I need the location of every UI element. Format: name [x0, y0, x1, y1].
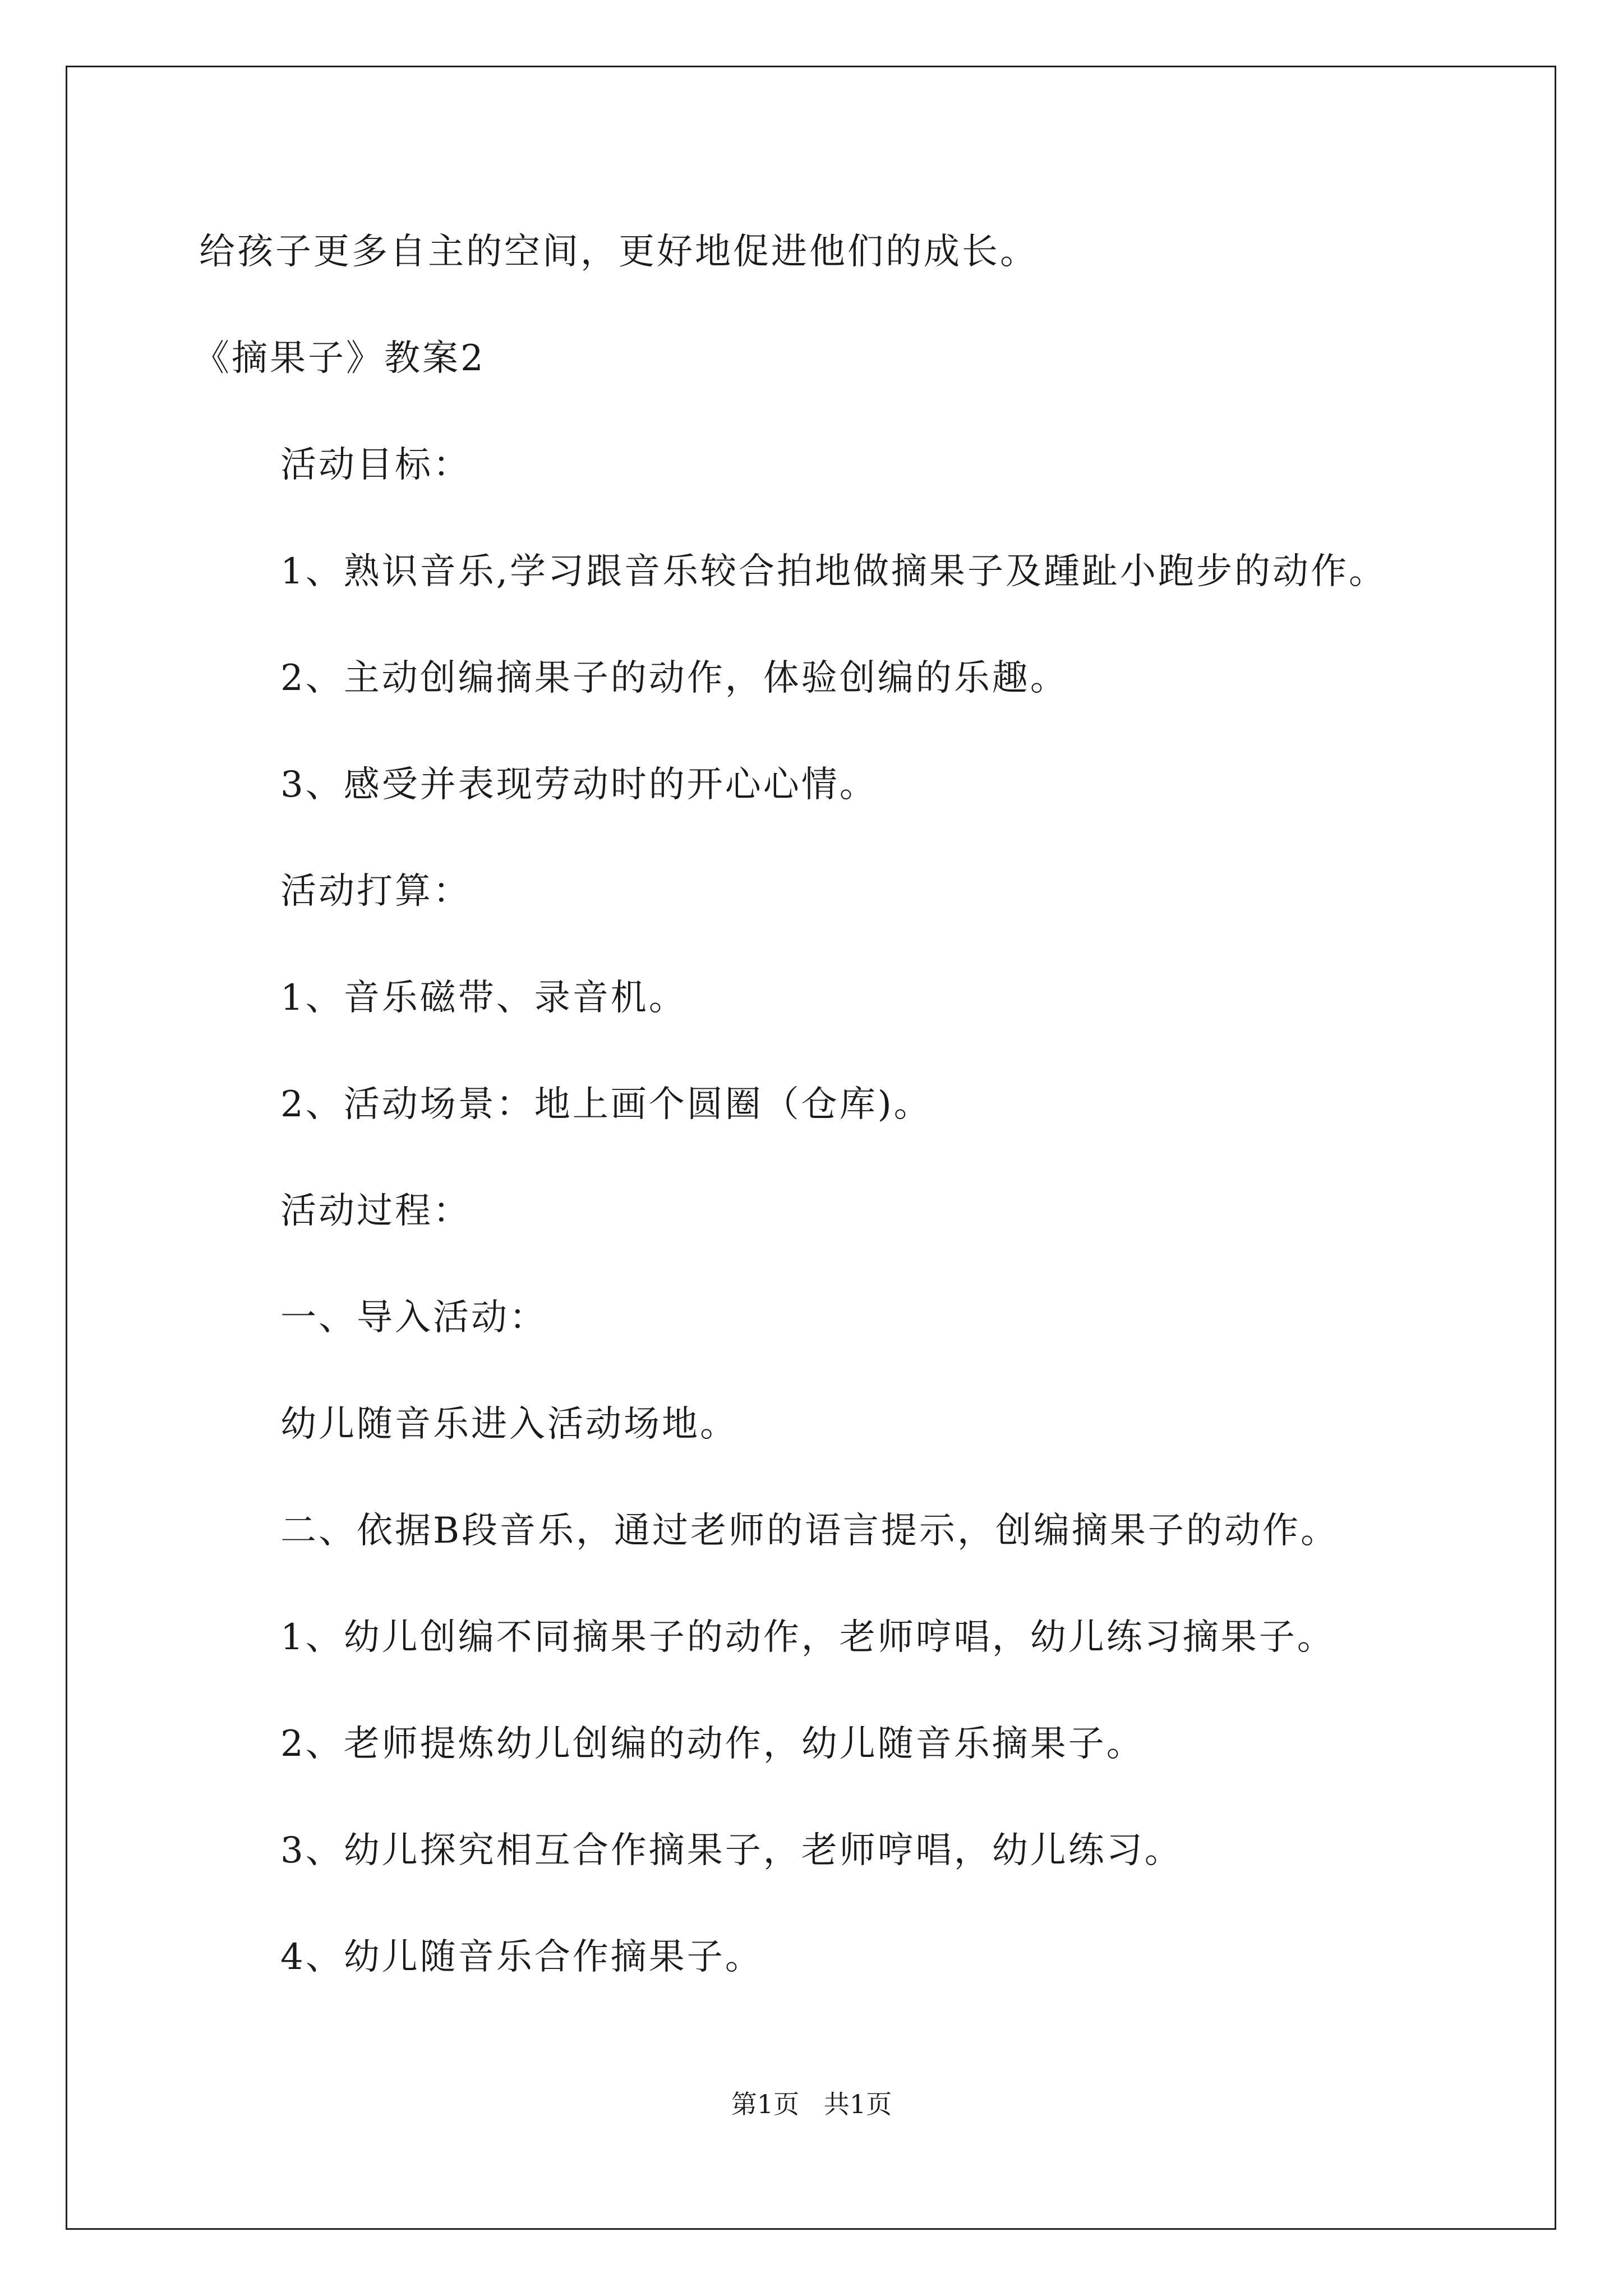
heading-process: 活动过程： — [280, 1190, 471, 1232]
list-item: 4、幼儿随音乐合作摘果子。 — [280, 1936, 763, 1978]
text-line: 给孩子更多自主的空间，更好地促进他们的成长。 — [199, 231, 1038, 273]
list-item: 2、活动场景：地上画个圆圈（仓库)。 — [280, 1084, 932, 1125]
subheading: 二、依据B段音乐，通过老师的语言提示，创编摘果子的动作。 — [280, 1510, 1339, 1552]
heading-goals: 活动目标： — [280, 444, 471, 486]
text-line: 幼儿随音乐进入活动场地。 — [280, 1404, 738, 1445]
list-item: 1、音乐磁带、录音机。 — [280, 977, 687, 1019]
list-item: 1、幼儿创编不同摘果子的动作，老师哼唱，幼儿练习摘果子。 — [280, 1617, 1335, 1658]
section-title: 《摘果子》教案2 — [193, 338, 486, 379]
list-item: 2、主动创编摘果子的动作，体验创编的乐趣。 — [280, 657, 1068, 699]
page-frame — [66, 66, 1556, 2230]
subheading: 一、导入活动： — [280, 1297, 547, 1338]
list-item: 2、老师提炼幼儿创编的动作，幼儿随音乐摘果子。 — [280, 1723, 1145, 1765]
page-number-footer: 第1页 共1页 — [731, 2089, 892, 2119]
heading-preparation: 活动打算： — [280, 871, 471, 912]
list-item: 3、幼儿探究相互合作摘果子，老师哼唱，幼儿练习。 — [280, 1830, 1183, 1871]
list-item: 1、熟识音乐,学习跟音乐较合拍地做摘果子及踵趾小跑步的动作。 — [280, 551, 1387, 592]
list-item: 3、感受并表现劳动时的开心心情。 — [280, 764, 878, 806]
